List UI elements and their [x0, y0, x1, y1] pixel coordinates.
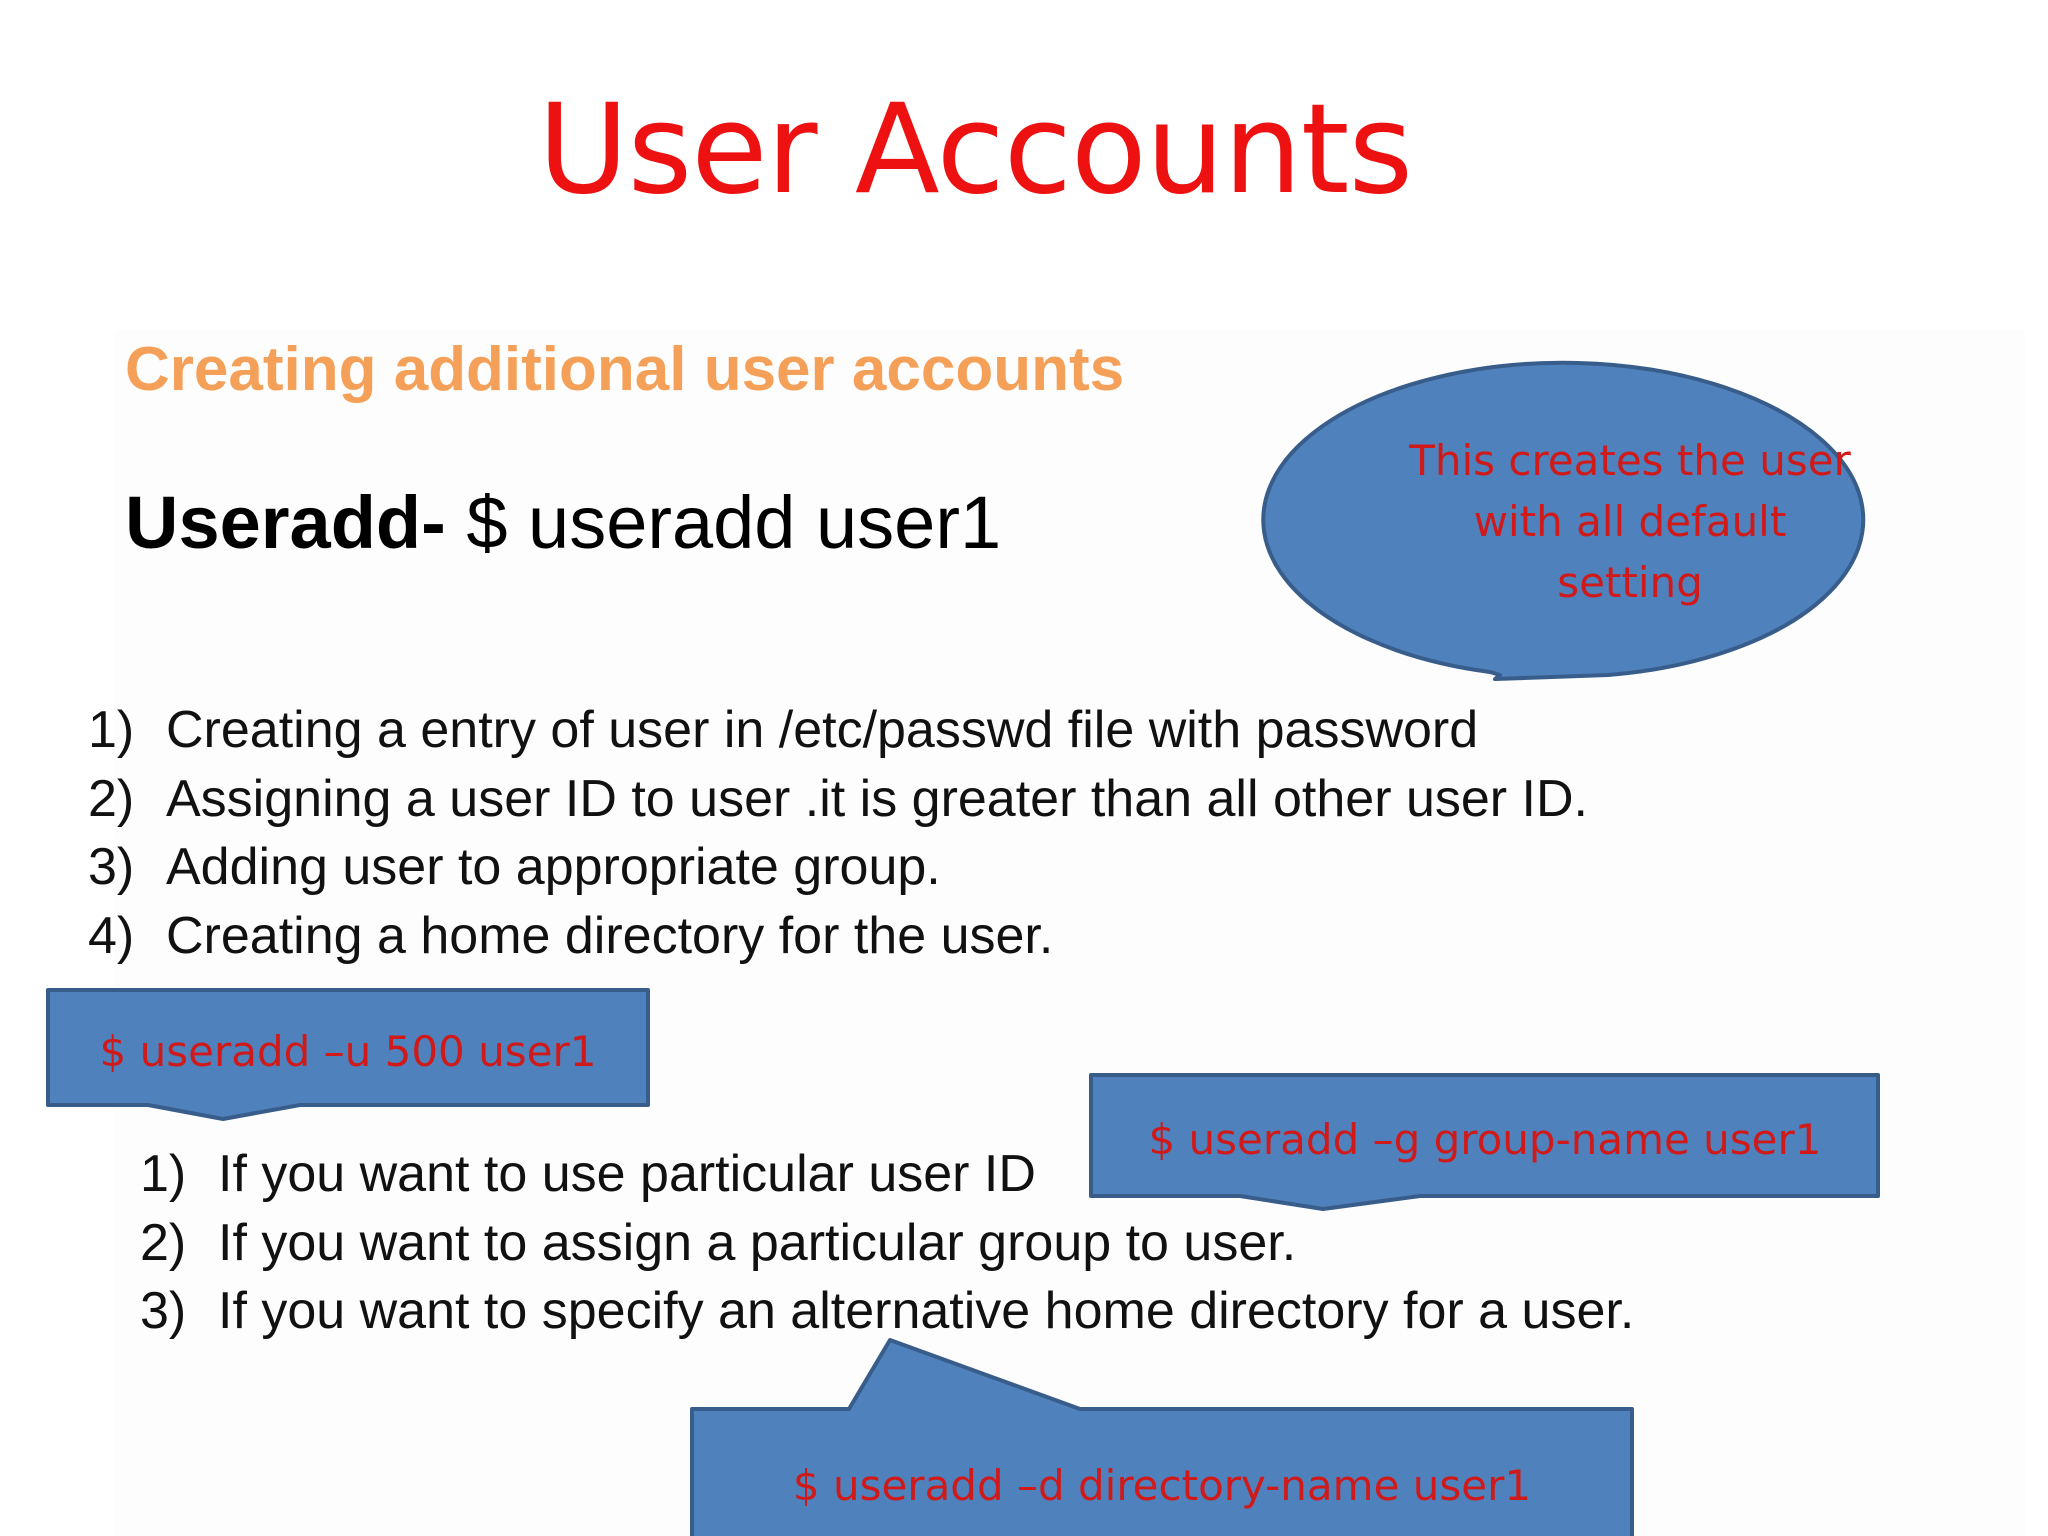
dir-option-callout-text: $ useradd –d directory-name user1 — [792, 1461, 1532, 1510]
list-number: 2) — [88, 769, 135, 828]
list-number: 3) — [88, 838, 135, 896]
list-text: If you want to use particular user ID — [218, 1145, 1036, 1203]
slide-title: User Accounts — [537, 78, 1413, 222]
list-number: 4) — [88, 906, 135, 965]
list-number: 1) — [140, 1145, 187, 1203]
uid-option-callout-text: $ useradd –u 500 user1 — [99, 1027, 597, 1076]
default-setting-callout-text: This creates the user with all default setting — [1409, 436, 1851, 607]
section-subtitle: Creating additional user accounts — [125, 335, 1125, 404]
list-text: Creating a home directory for the user. — [166, 906, 1054, 965]
list-text: Creating a entry of user in /etc/passwd file with password — [166, 701, 1479, 759]
group-option-callout-text: $ useradd –g group-name user1 — [1148, 1115, 1822, 1164]
list-number: 2) — [140, 1213, 187, 1272]
command-text: $ useradd user1 — [445, 481, 1002, 564]
list-number: 1) — [88, 701, 135, 759]
list-text: If you want to specify an alternative home directory for a user. — [218, 1282, 1635, 1340]
list-text: Assigning a user ID to user .it is greater than all other user ID. — [166, 769, 1589, 828]
list-text: If you want to assign a particular group to user. — [218, 1213, 1297, 1272]
list-number: 3) — [140, 1282, 187, 1340]
command-label: Useradd- — [125, 481, 446, 564]
list-text: Adding user to appropriate group. — [166, 838, 941, 896]
